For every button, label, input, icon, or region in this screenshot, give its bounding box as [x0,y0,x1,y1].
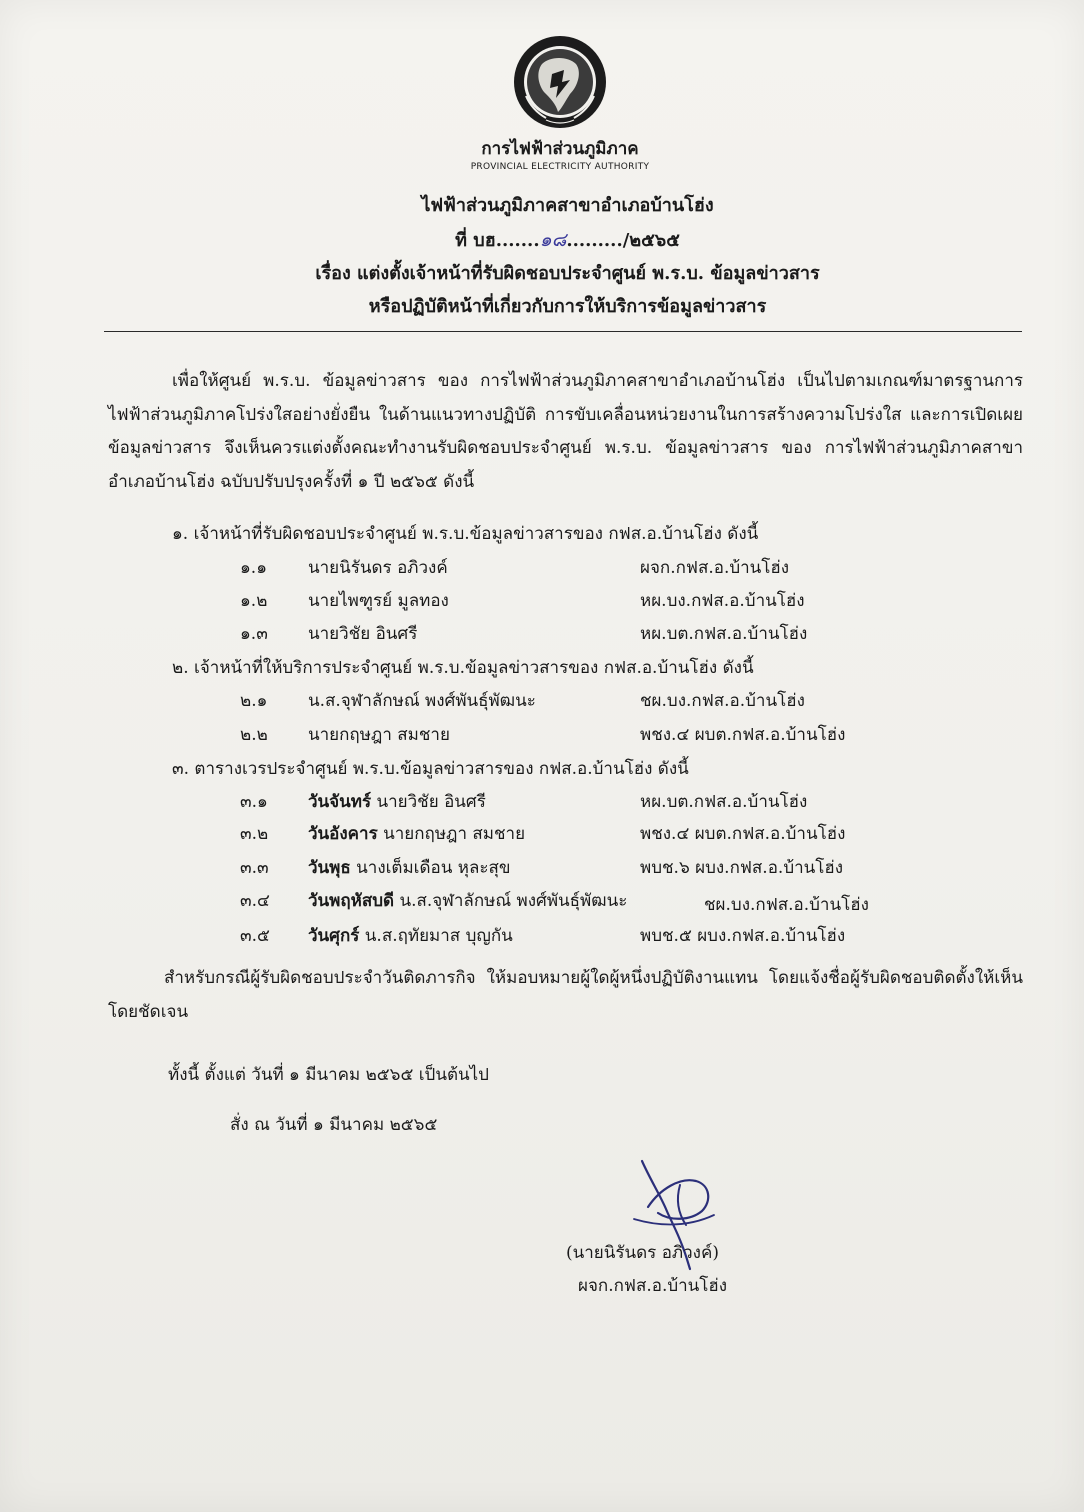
section-heading: ๓. ตารางเวรประจำศูนย์ พ.ร.บ.ข้อมูลข่าวสารของ กฟส.อ.บ้านโฮ่ง ดังนี้ [172,759,689,779]
subject-line-1: เรื่อง แต่งตั้งเจ้าหน้าที่รับผิดชอบประจำศูนย์ พ.ร.บ. ข้อมูลข่าวสาร [315,263,820,284]
doc-no-prefix: ที่ บฮ. [455,230,502,251]
item-position: พชง.๔ ผบต.กฟส.อ.บ้านโฮ่ง [640,824,846,844]
header-divider [104,331,1022,332]
item-number: ๓.๕ [240,926,270,946]
item-number: ๑.๒ [240,591,268,611]
item-number: ๑.๑ [240,558,267,578]
doc-no-handwritten: ๑๘ [539,229,567,251]
duty-day: วันศุกร์ [308,926,360,946]
section-heading: ๑. เจ้าหน้าที่รับผิดชอบประจำศูนย์ พ.ร.บ.ข้อมูลข่าวสารของ กฟส.อ.บ้านโฮ่ง ดังนี้ [172,524,759,544]
effective-date: ทั้งนี้ ตั้งแต่ วันที่ ๑ มีนาคม ๒๕๖๕ เป็นต้นไป [168,1065,489,1085]
org-name-thai: การไฟฟ้าส่วนภูมิภาค [481,139,639,159]
section-heading: ๒. เจ้าหน้าที่ให้บริการประจำศูนย์ พ.ร.บ.ข้อมูลข่าวสารของ กฟส.อ.บ้านโฮ่ง ดังนี้ [172,658,754,678]
item-number: ๓.๑ [240,792,268,812]
subject-line-2: หรือปฏิบัติหน้าที่เกี่ยวกับการให้บริการข้อมูลข่าวสาร [368,296,767,317]
duty-entry [308,924,513,948]
item-name: นายไพฑูรย์ มูลทอง [308,591,449,611]
item-position: หผ.บต.กฟส.อ.บ้านโฮ่ง [640,792,808,812]
duty-entry [308,822,525,846]
item-name: น.ส.จุฬาลักษณ์ พงศ์พันธุ์พัฒนะ [308,691,536,711]
doc-no-dots-1: ...... [501,230,540,251]
branch-title: ไฟฟ้าส่วนภูมิภาคสาขาอำเภอบ้านโฮ่ง [421,195,714,216]
doc-no-dots-2: ........./๒๕๖๕ [566,230,680,251]
note-paragraph: สำหรับกรณีผู้รับผิดชอบประจำวันติดภารกิจ ให้มอบหมายผู้ใดผู้หนึ่งปฏิบัติงานแทน โดยแจ้งชื่อผู้รับผิดชอบติดตั้งให้เห็นโดยชัดเจน [108,968,1023,1022]
duty-entry [308,856,511,880]
duty-day: วันจันทร์ [308,792,372,812]
duty-entry [308,889,627,913]
item-position: หผ.บต.กฟส.อ.บ้านโฮ่ง [640,624,808,644]
item-position: พชง.๔ ผบต.กฟส.อ.บ้านโฮ่ง [640,725,846,745]
duty-entry [308,790,486,814]
item-number: ๓.๔ [240,891,270,911]
item-number: ๑.๓ [240,624,268,644]
item-position: ผจก.กฟส.อ.บ้านโฮ่ง [640,558,790,578]
intro-paragraph: เพื่อให้ศูนย์ พ.ร.บ. ข้อมูลข่าวสาร ของ การไฟฟ้าส่วนภูมิภาคสาขาอำเภอบ้านโฮ่ง เป็นไปตามเกณฑ์มาตรฐานการไฟฟ้าส่วนภูมิภาคโปร่งใสอย่างยั่งยืน ในด้านแนวทางปฏิบัติ การขับเคลื่อนหน่วยงานในการสร้างความโปร่งใส และการเปิดเผยข้อมูลข่าวสาร จึงเห็นควรแต่งตั้งคณะทำงานรับผิดชอบประจำศูนย์ พ.ร.บ. ข้อมูลข่าวสาร ของ การไฟฟ้าส่วนภูมิภาคสาขาอำเภอบ้านโฮ่ง ฉบับปรับปรุงครั้งที่ ๑ ปี ๒๕๖๕ ดังนี้ [108,371,1023,492]
duty-name: น.ส.ฤทัยมาส บุญกัน [359,926,513,946]
item-position: ชผ.บง.กฟส.อ.บ้านโฮ่ง [640,691,805,711]
org-name-english: PROVINCIAL ELECTRICITY AUTHORITY [470,162,650,172]
item-position: พบช.๕ ผบง.กฟส.อ.บ้านโฮ่ง [640,926,846,946]
order-date: สั่ง ณ วันที่ ๑ มีนาคม ๒๕๖๕ [230,1115,438,1135]
pea-emblem-icon [512,34,608,130]
duty-day: วันพฤหัสบดี [308,891,395,911]
item-name: นายนิรันดร อภิวงค์ [308,558,448,578]
signatory-position: ผจก.กฟส.อ.บ้านโฮ่ง [578,1276,728,1296]
document-number [100,227,1035,254]
item-name: นายวิชัย อินศรี [308,624,418,644]
duty-name: นายกฤษฎา สมชาย [377,824,526,844]
duty-name: นายวิชัย อินศรี [371,792,486,812]
item-name: นายกฤษฎา สมชาย [308,725,450,745]
item-number: ๓.๒ [240,824,269,844]
item-number: ๒.๑ [240,691,268,711]
item-number: ๓.๓ [240,858,269,878]
duty-day: วันพุธ [308,858,351,878]
item-position: หผ.บง.กฟส.อ.บ้านโฮ่ง [640,591,805,611]
item-position: ชผ.บง.กฟส.อ.บ้านโฮ่ง [704,895,869,915]
duty-day: วันอังคาร [308,824,378,844]
item-position: พบช.๖ ผบง.กฟส.อ.บ้านโฮ่ง [640,858,844,878]
duty-name: นางเต็มเดือน หุละสุข [350,858,511,878]
item-number: ๒.๒ [240,725,268,745]
signatory-name: (นายนิรันดร อภิวงค์) [566,1243,719,1263]
duty-name: น.ส.จุฬาลักษณ์ พงศ์พันธุ์พัฒนะ [394,891,628,911]
